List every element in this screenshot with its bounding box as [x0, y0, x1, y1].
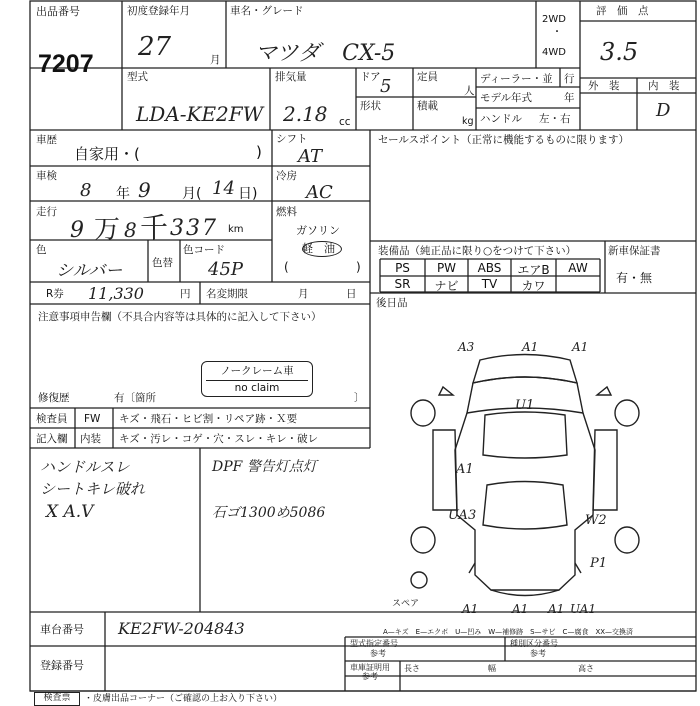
cc-unit: cc — [339, 116, 351, 128]
damage-mark-rear-right: UA1 — [570, 602, 597, 616]
entry-label: 記入欄 — [36, 433, 68, 445]
inspection-year: 8 — [80, 180, 92, 201]
no-claim-en: no claim — [234, 382, 280, 394]
fuel-light-oil: 軽 油 — [302, 242, 335, 255]
interior-label: 内 装 — [648, 80, 680, 92]
fuel-label: 燃料 — [276, 206, 297, 218]
notes-label: 注意事項申告欄（不具合内容等は具体的に記入して下さい） — [38, 311, 322, 323]
fuel-paren-open: ( — [284, 260, 289, 274]
shift-label: シフト — [276, 133, 308, 145]
kg-unit: kg — [462, 116, 474, 127]
handwritten-note-right-1: DPF 警告灯点灯 — [212, 459, 317, 475]
color-change-label: 色替 — [152, 257, 173, 269]
equipment-leather: カワ — [521, 279, 546, 293]
interior-value: D — [656, 100, 671, 121]
footer-label — [34, 692, 80, 706]
handle-value: 左・右 — [539, 113, 571, 125]
inspector-fw: FW — [84, 413, 101, 425]
first-reg-value: 27 — [138, 32, 172, 62]
model-year-label: モデル年式 — [480, 92, 532, 104]
no-claim-stamp — [201, 361, 313, 397]
class-number-ref: 参考 — [530, 649, 546, 658]
inspector-interior: 内装 — [80, 433, 101, 445]
width-label: 幅 — [488, 664, 496, 673]
recycle-label: R券 — [46, 288, 64, 300]
shape-label: 形状 — [360, 100, 381, 112]
color-value: シルバー — [56, 261, 123, 281]
damage-legend: A—キズ E—エクボ U—凹み W—補修跡 S—サビ C—腐食 XX—交換済 — [383, 628, 634, 636]
inspector-label: 検査員 — [36, 413, 68, 425]
model-label: 型式 — [127, 71, 148, 83]
spare-label: スペア — [392, 599, 420, 609]
equipment-aw: AW — [568, 261, 588, 275]
damage-mark-right-rear: W2 — [585, 513, 607, 528]
score-label: 評 価 点 — [596, 5, 649, 17]
first-reg-month-unit: 月 — [210, 54, 221, 66]
chassis-label: 車台番号 — [40, 623, 84, 636]
displacement-value: 2.18 — [283, 102, 328, 126]
type-number-label: 型式指定番号 — [350, 639, 398, 648]
damage-mark-rear-mid: A1 — [548, 602, 565, 616]
damage-mark-rear-left: A1 — [462, 602, 479, 616]
repair-close: 〕 — [354, 392, 365, 404]
dealer-mark: 行 — [564, 73, 575, 85]
repair-value: 有〔箇所 — [114, 392, 156, 404]
chassis-value: KE2FW-204843 — [118, 619, 245, 638]
aircon-value: AC — [306, 182, 333, 203]
fuel-paren-close: ) — [356, 260, 361, 274]
equipment-empty — [556, 277, 600, 291]
equipment-ps: PS — [395, 261, 410, 275]
type-number-ref: 参考 — [370, 649, 386, 658]
inspection-day: 14 — [212, 178, 235, 199]
color-label: 色 — [36, 244, 47, 256]
history-label: 車歴 — [36, 134, 57, 146]
warranty-label: 新車保証書 — [608, 245, 661, 257]
dealer-label: ディーラー・並 — [480, 73, 553, 85]
equipment-row-1 — [380, 261, 600, 275]
equipment-navi: ナビ — [434, 279, 459, 293]
drive-2wd: 2WD — [542, 14, 566, 25]
load-label: 積載 — [417, 100, 438, 112]
year-unit: 年 — [564, 92, 575, 104]
equipment-sr: SR — [394, 277, 411, 291]
deadline-month: 月 — [298, 288, 309, 300]
mileage-1k: 8 — [124, 218, 137, 242]
doors-label: ドア — [360, 71, 381, 83]
aircon-label: 冷房 — [276, 170, 297, 182]
damage-mark-right-corner: P1 — [590, 556, 608, 571]
repair-label: 修復歴 — [38, 392, 70, 404]
person-unit: 人 — [464, 85, 475, 97]
footer-label-text: 検査票 — [43, 693, 71, 703]
handwritten-note-right-2: 石ゴ1300め5086 — [212, 505, 326, 521]
color-code-value: 45P — [208, 259, 244, 280]
mileage-man: 万 — [94, 215, 121, 245]
lot-number: 7207 — [38, 50, 94, 78]
handwritten-note-3: X A.V — [46, 502, 94, 522]
inspection-month: 9 — [138, 178, 151, 202]
lot-label: 出品番号 — [36, 5, 80, 18]
displacement-label: 排気量 — [275, 71, 307, 83]
inspector-interior-items: キズ・汚レ・コゲ・穴・スレ・キレ・破レ — [119, 433, 319, 445]
inspector-fw-items: キズ・飛石・ヒビ割・リペア跡・Ｘ要 — [119, 413, 298, 425]
damage-mark-front-right: A1 — [572, 340, 589, 354]
deadline-label: 名変期限 — [206, 288, 248, 300]
height-label: 高さ — [578, 664, 594, 673]
equipment-label: 装備品（純正品に限り○をつけて下さい） — [378, 245, 577, 257]
footer-text: ・皮膚出品コーナー（ご確認の上お入り下さい） — [84, 694, 283, 704]
capacity-label: 定員 — [417, 71, 438, 83]
car-name-value: マツダ CX-5 — [255, 41, 396, 66]
equipment-pw: PW — [436, 261, 457, 275]
inspection-label: 車検 — [36, 170, 57, 182]
garage-cert-ref: 参考 — [362, 672, 378, 681]
mileage-label: 走行 — [36, 206, 57, 218]
equipment-row-2 — [380, 277, 600, 291]
damage-mark-front-left: A3 — [458, 340, 475, 354]
mileage-10k: 9 — [70, 218, 84, 243]
km-unit: km — [228, 224, 244, 235]
color-code-label: 色コード — [183, 244, 225, 256]
score-value: 3.5 — [600, 38, 639, 66]
car-name-label: 車名・グレード — [230, 5, 304, 17]
exterior-label: 外 装 — [588, 80, 620, 92]
first-reg-label: 初度登録年月 — [127, 5, 190, 17]
handle-label: ハンドル — [480, 113, 522, 125]
inspection-year-unit: 年 — [116, 186, 130, 202]
model-value: LDA-KE2FW — [136, 102, 264, 126]
inspection-day-unit: 日) — [238, 186, 258, 202]
warranty-value: 有・無 — [616, 271, 653, 285]
class-number-label: 種別区分番号 — [510, 639, 558, 648]
handwritten-note-2: シートキレ破れ — [40, 480, 145, 498]
length-label: 長さ — [404, 664, 420, 673]
handwritten-note-1: ハンドルスレ — [40, 458, 130, 476]
recycle-yen: 円 — [180, 288, 191, 300]
garage-cert-label: 車庫証明用 — [350, 663, 390, 672]
fuel-value: ガソリン — [296, 224, 340, 237]
car-damage-diagram — [405, 335, 645, 615]
equipment-tv: TV — [481, 277, 498, 291]
inspection-month-unit: 月( — [182, 186, 202, 202]
damage-mark-front-center: A1 — [522, 340, 539, 354]
sales-point-label: セールスポイント（正常に機能するものに限ります） — [378, 134, 630, 146]
no-claim-jp: ノークレーム車 — [220, 365, 294, 377]
equipment-airbag: エアB — [517, 263, 550, 277]
drive-4wd: 4WD — [542, 47, 566, 58]
registration-label: 登録番号 — [40, 659, 84, 672]
deadline-day: 日 — [346, 288, 357, 300]
damage-mark-left-rear: UA3 — [448, 508, 477, 523]
damage-mark-roof: U1 — [515, 398, 535, 413]
doors-value: 5 — [380, 76, 392, 97]
recycle-value: 11,330 — [88, 284, 144, 303]
drive-dot: ・ — [552, 27, 562, 38]
equipment-abs: ABS — [477, 261, 502, 275]
damage-mark-rear-center: A1 — [512, 602, 529, 616]
mileage-sen: 千 — [140, 211, 169, 244]
history-value: 自家用・( — [74, 145, 140, 163]
damage-mark-left-door: A1 — [456, 462, 474, 477]
later-items-label: 後日品 — [376, 297, 408, 309]
shift-value: AT — [298, 146, 323, 167]
history-close-paren: ) — [256, 143, 262, 161]
mileage-rest: 337 — [170, 216, 218, 241]
